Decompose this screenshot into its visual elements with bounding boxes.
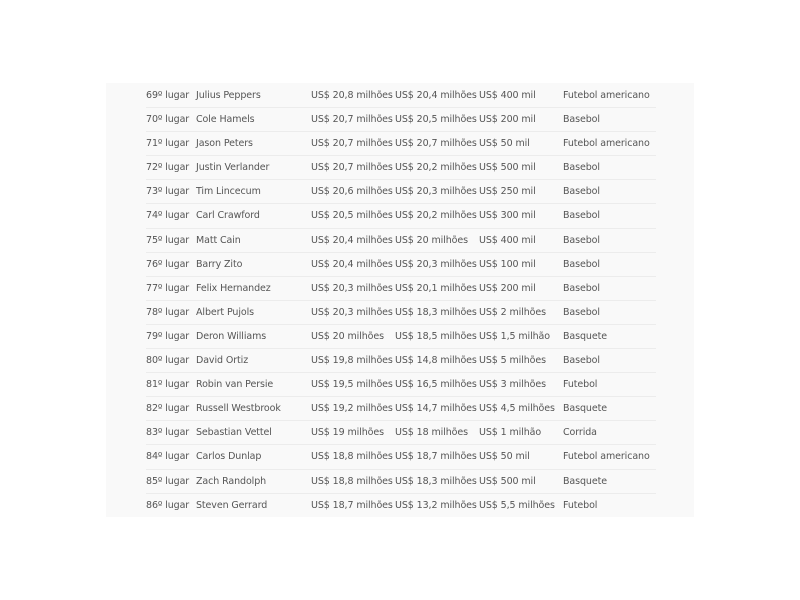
sport-cell: Basebol (563, 355, 600, 367)
table-row (146, 229, 656, 253)
athlete-name-cell: Albert Pujols (196, 306, 254, 318)
salary-cell: US$ 20,4 milhões (395, 90, 477, 101)
sport-cell: Futebol americano (563, 138, 650, 150)
table-row (146, 325, 656, 349)
athlete-name-cell: Felix Hernandez (196, 282, 271, 294)
table-row (146, 470, 656, 494)
total-earnings-cell: US$ 19,8 milhões (311, 355, 393, 367)
sport-cell: Futebol americano (563, 90, 650, 101)
sport-cell: Basebol (563, 210, 600, 222)
athlete-name-cell: Justin Verlander (196, 162, 270, 174)
salary-cell: US$ 20,1 milhões (395, 282, 477, 294)
athlete-name-cell: Carlos Dunlap (196, 451, 262, 463)
salary-cell: US$ 20,3 milhões (395, 186, 477, 198)
rank-cell: 75º lugar (146, 234, 190, 246)
rank-cell: 78º lugar (146, 306, 190, 318)
total-earnings-cell: US$ 19 milhões (311, 427, 384, 439)
endorsements-cell: US$ 400 mil (479, 234, 536, 246)
salary-cell: US$ 20,3 milhões (395, 258, 477, 270)
rank-cell: 76º lugar (146, 258, 190, 270)
athlete-name-cell: Tim Lincecum (196, 186, 261, 198)
sport-cell: Futebol americano (563, 451, 650, 463)
endorsements-cell: US$ 500 mil (479, 475, 536, 487)
salary-cell: US$ 20,2 milhões (395, 162, 477, 174)
salary-cell: US$ 18 milhões (395, 427, 468, 439)
salary-cell: US$ 20,2 milhões (395, 210, 477, 222)
rank-cell: 71º lugar (146, 138, 190, 150)
salary-cell: US$ 20,7 milhões (395, 138, 477, 150)
salary-cell: US$ 18,3 milhões (395, 475, 477, 487)
total-earnings-cell: US$ 19,5 milhões (311, 379, 393, 391)
athlete-name-cell: Zach Randolph (196, 475, 267, 487)
endorsements-cell: US$ 500 mil (479, 162, 536, 174)
salary-cell: US$ 14,8 milhões (395, 355, 477, 367)
table-row (146, 397, 656, 421)
endorsements-cell: US$ 1,5 milhão (479, 330, 550, 342)
endorsements-cell: US$ 200 mil (479, 282, 536, 294)
total-earnings-cell: US$ 20 milhões (311, 330, 384, 342)
sport-cell: Basebol (563, 258, 600, 270)
endorsements-cell: US$ 200 mil (479, 114, 536, 126)
total-earnings-cell: US$ 20,3 milhões (311, 306, 393, 318)
endorsements-cell: US$ 5,5 milhões (479, 499, 555, 511)
table-row (146, 204, 656, 228)
rank-cell: 79º lugar (146, 330, 190, 342)
rank-cell: 86º lugar (146, 499, 190, 511)
sport-cell: Basebol (563, 306, 600, 318)
athlete-name-cell: Julius Peppers (196, 90, 261, 101)
sport-cell: Corrida (563, 427, 597, 439)
athlete-name-cell: Russell Westbrook (196, 403, 281, 415)
athlete-name-cell: Robin van Persie (196, 379, 274, 391)
total-earnings-cell: US$ 20,7 milhões (311, 114, 393, 126)
table-row (146, 373, 656, 397)
endorsements-cell: US$ 100 mil (479, 258, 536, 270)
athlete-name-cell: Barry Zito (196, 258, 243, 270)
total-earnings-cell: US$ 18,8 milhões (311, 475, 393, 487)
sport-cell: Basebol (563, 186, 600, 198)
endorsements-cell: US$ 50 mil (479, 138, 530, 150)
rank-cell: 82º lugar (146, 403, 190, 415)
total-earnings-cell: US$ 20,8 milhões (311, 90, 393, 101)
table-row (146, 253, 656, 277)
rank-cell: 77º lugar (146, 282, 190, 294)
endorsements-cell: US$ 3 milhões (479, 379, 546, 391)
endorsements-cell: US$ 250 mil (479, 186, 536, 198)
total-earnings-cell: US$ 20,7 milhões (311, 138, 393, 150)
table-row (146, 180, 656, 204)
rank-cell: 84º lugar (146, 451, 190, 463)
sport-cell: Basebol (563, 234, 600, 246)
sport-cell: Basebol (563, 282, 600, 294)
salary-cell: US$ 18,5 milhões (395, 330, 477, 342)
rank-cell: 73º lugar (146, 186, 190, 198)
sport-cell: Futebol (563, 499, 598, 511)
endorsements-cell: US$ 1 milhão (479, 427, 542, 439)
rank-cell: 70º lugar (146, 114, 190, 126)
table-row (146, 132, 656, 156)
salary-cell: US$ 20 milhões (395, 234, 468, 246)
endorsements-cell: US$ 300 mil (479, 210, 536, 222)
salary-cell: US$ 20,5 milhões (395, 114, 477, 126)
table-row (146, 349, 656, 373)
total-earnings-cell: US$ 18,7 milhões (311, 499, 393, 511)
rank-cell: 69º lugar (146, 90, 190, 101)
total-earnings-cell: US$ 20,5 milhões (311, 210, 393, 222)
total-earnings-cell: US$ 20,4 milhões (311, 258, 393, 270)
athlete-earnings-table (146, 84, 656, 518)
athlete-name-cell: David Ortiz (196, 355, 249, 367)
rank-cell: 83º lugar (146, 427, 190, 439)
salary-cell: US$ 16,5 milhões (395, 379, 477, 391)
endorsements-cell: US$ 50 mil (479, 451, 530, 463)
rank-cell: 85º lugar (146, 475, 190, 487)
total-earnings-cell: US$ 20,4 milhões (311, 234, 393, 246)
total-earnings-cell: US$ 20,7 milhões (311, 162, 393, 174)
athlete-name-cell: Sebastian Vettel (196, 427, 272, 439)
sport-cell: Futebol (563, 379, 598, 391)
total-earnings-cell: US$ 20,3 milhões (311, 282, 393, 294)
athlete-name-cell: Matt Cain (196, 234, 241, 246)
salary-cell: US$ 18,7 milhões (395, 451, 477, 463)
total-earnings-cell: US$ 20,6 milhões (311, 186, 393, 198)
table-row (146, 445, 656, 469)
total-earnings-cell: US$ 19,2 milhões (311, 403, 393, 415)
table-row (146, 494, 656, 518)
salary-cell: US$ 14,7 milhões (395, 403, 477, 415)
sport-cell: Basebol (563, 114, 600, 126)
athlete-name-cell: Jason Peters (196, 138, 253, 150)
table-row (146, 156, 656, 180)
athlete-name-cell: Cole Hamels (196, 114, 255, 126)
rank-cell: 81º lugar (146, 379, 190, 391)
sport-cell: Basquete (563, 403, 607, 415)
endorsements-cell: US$ 4,5 milhões (479, 403, 555, 415)
table-row (146, 84, 656, 108)
rank-cell: 80º lugar (146, 355, 190, 367)
table-row (146, 108, 656, 132)
rank-cell: 74º lugar (146, 210, 190, 222)
table-row (146, 421, 656, 445)
total-earnings-cell: US$ 18,8 milhões (311, 451, 393, 463)
salary-cell: US$ 13,2 milhões (395, 499, 477, 511)
sport-cell: Basquete (563, 475, 607, 487)
athlete-name-cell: Carl Crawford (196, 210, 260, 222)
endorsements-cell: US$ 5 milhões (479, 355, 546, 367)
salary-cell: US$ 18,3 milhões (395, 306, 477, 318)
rank-cell: 72º lugar (146, 162, 190, 174)
endorsements-cell: US$ 400 mil (479, 90, 536, 101)
endorsements-cell: US$ 2 milhões (479, 306, 546, 318)
athlete-name-cell: Steven Gerrard (196, 499, 268, 511)
table-row (146, 301, 656, 325)
table-row (146, 277, 656, 301)
sport-cell: Basquete (563, 330, 607, 342)
sport-cell: Basebol (563, 162, 600, 174)
athlete-name-cell: Deron Williams (196, 330, 267, 342)
